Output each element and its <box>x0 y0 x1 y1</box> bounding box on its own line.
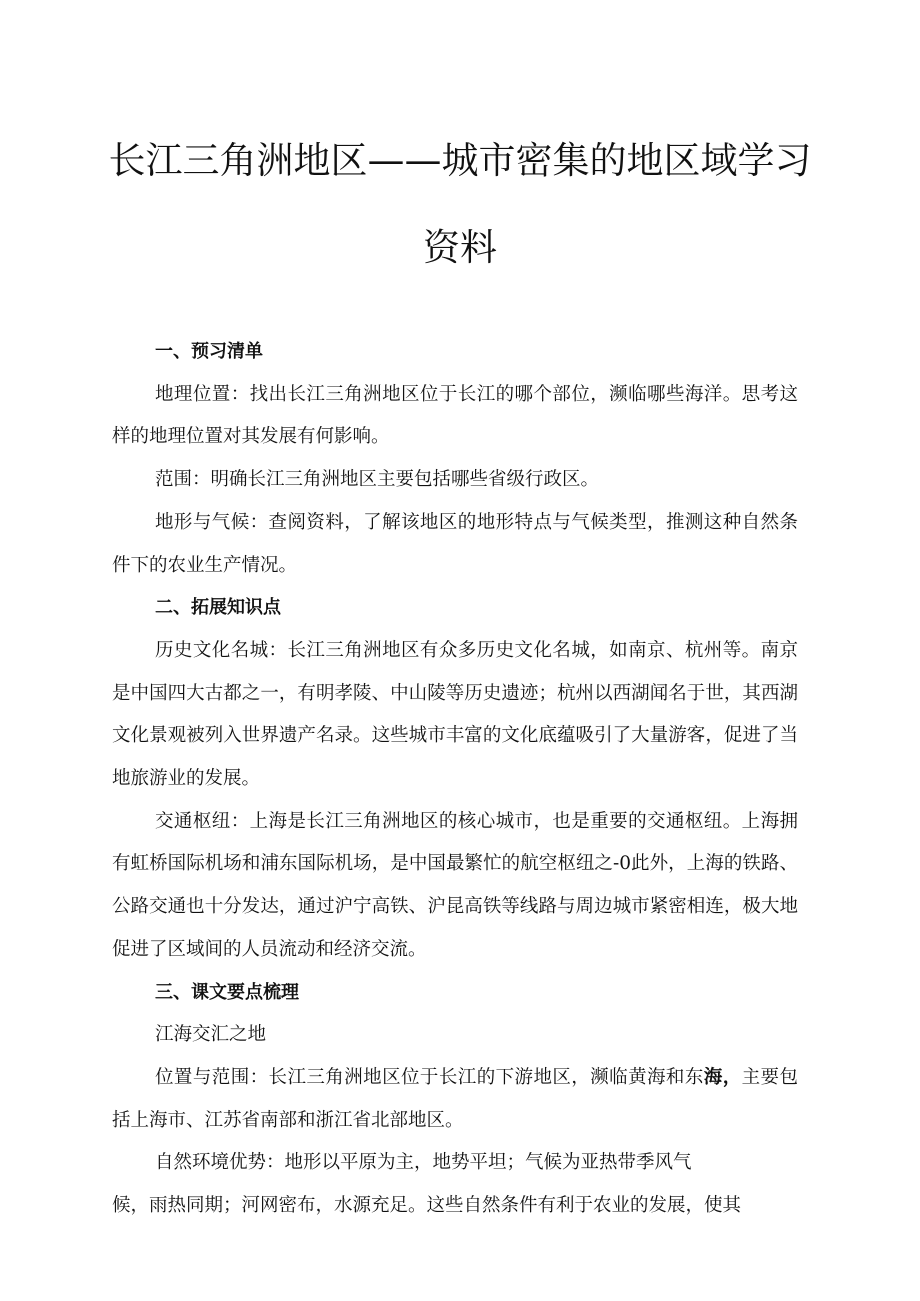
paragraph-terrain-climate: 地形与气候：查阅资料，了解该地区的地形特点与气候类型，推测这种自然条件下的农业生产情况。 <box>112 511 798 576</box>
section-heading-key-points: 三、课文要点梳理 <box>155 981 299 1003</box>
document-body <box>112 331 798 1228</box>
section-heading-extended: 二、拓展知识点 <box>155 597 281 619</box>
paragraph-location: 地理位置：找出长江三角洲地区位于长江的哪个部位，濒临哪些海洋。思考这样的地理位置对其发展有何影响。 <box>112 383 798 448</box>
subheading-river-sea: 江海交汇之地 <box>155 1024 267 1046</box>
paragraph-historic-cities: 历史文化名城：长江三角洲地区有众多历史文化名城，如南京、杭州等。南京是中国四大古都之一，有明孝陵、中山陵等历史遗迹；杭州以西湖闻名于世，其西湖文化景观被列入世界遗产名录。这些城市丰富的文化底蕴吸引了大量游客，促进了当地旅游业的发展。 <box>112 639 798 790</box>
position-range-text-b: 主要包括上海市、江苏省南部和浙江省北部地区。 <box>112 1066 798 1131</box>
position-range-text-bold: 海， <box>703 1066 742 1088</box>
position-range-text-a: 位置与范围：长江三角洲地区位于长江的下游地区，濒临黄海和东 <box>155 1066 704 1088</box>
paragraph-transport-hub: 交通枢纽：上海是长江三角洲地区的核心城市，也是重要的交通枢纽。上海拥有虹桥国际机场和浦东国际机场，是中国最繁忙的航空枢纽之-0此外，上海的铁路、公路交通也十分发达，通过沪宁高铁、沪昆高铁等线路与周边城市紧密相连，极大地促进了区域间的人员流动和经济交流。 <box>112 810 798 960</box>
paragraph-scope: 范围：明确长江三角洲地区主要包括哪些省级行政区。 <box>155 469 600 491</box>
paragraph-natural-advantages-line-1: 自然环境优势：地形以平原为主，地势平坦；气候为亚热带季风气 <box>155 1152 692 1174</box>
paragraph-natural-advantages-line-2: 候，雨热同期；河网密布，水源充足。这些自然条件有利于农业的发展，使其 <box>112 1195 742 1217</box>
document-title-line-2: 资料 <box>423 226 497 269</box>
document-title-line-1: 长江三角洲地区——城市密集的地区域学习 <box>108 139 812 182</box>
paragraph-position-range <box>112 1057 798 1142</box>
section-heading-preview: 一、预习清单 <box>155 341 263 362</box>
